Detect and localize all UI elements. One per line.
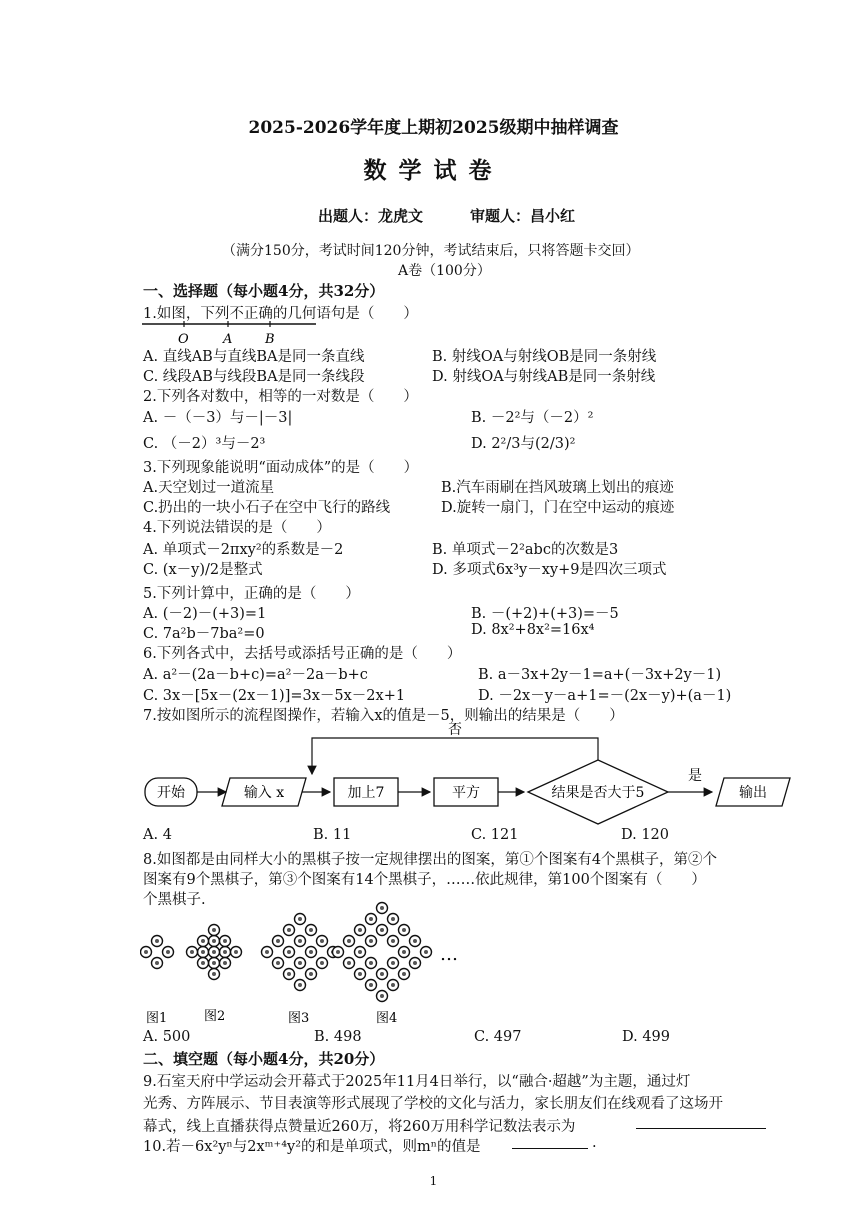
q1-ray-figure — [140, 318, 320, 348]
point-o-label: O — [178, 332, 189, 347]
q3-option-c: C.扔出的一块小石子在空中飞行的路线 — [143, 500, 391, 516]
chess-stone-dot — [190, 950, 194, 954]
q4-option-c: C. (x－y)/2是整式 — [143, 562, 263, 578]
q3-stem: 3.下列现象能说明“面动成体”的是（ ） — [143, 460, 419, 476]
chess-stone-dot — [391, 939, 395, 943]
chess-stone-dot — [391, 917, 395, 921]
chess-stone-dot — [380, 906, 384, 910]
chess-stone-dot — [276, 961, 280, 965]
chess-stone-dot — [212, 928, 216, 932]
q8-stem-line2: 图案有9个黑棋子，第③个图案有14个黑棋子，……依此规律，第100个图案有（ ） — [143, 872, 706, 888]
q2-option-a: A. －（－3）与－|－3| — [143, 410, 293, 426]
chess-stone-dot — [201, 950, 205, 954]
chess-stone-dot — [380, 928, 384, 932]
flow-input: 输入 x — [243, 785, 285, 801]
chess-stone-dot — [287, 972, 291, 976]
chess-stone-dot — [298, 961, 302, 965]
chess-stone-dot — [402, 928, 406, 932]
chess-stone-dot — [424, 950, 428, 954]
q9-answer-blank[interactable] — [636, 1114, 766, 1129]
chess-stone-dot — [369, 983, 373, 987]
chess-stone-dot — [358, 972, 362, 976]
subject-title: 数学试卷 — [363, 157, 504, 184]
point-b-label: B — [265, 332, 275, 347]
q6-option-c: C. 3x－[5x－(2x－1)]=3x－5x－2x+1 — [143, 688, 406, 704]
chess-stone-dot — [391, 961, 395, 965]
q2-option-b: B. －2²与（－2）² — [471, 410, 594, 426]
q9-line1: 9.石室天府中学运动会开幕式于2025年11月4日举行，以“融合·超越”为主题，通过灯 — [143, 1074, 691, 1090]
chess-stone-dot — [287, 950, 291, 954]
chess-stone-dot — [369, 939, 373, 943]
q7-option-c: C. 121 — [471, 827, 519, 843]
flow-yes-label: 是 — [688, 768, 702, 784]
q8-option-d: D. 499 — [622, 1029, 671, 1045]
chess-stone-dot — [155, 961, 159, 965]
q1-stem: 1.如图，下列不正确的几何语句是（ ） — [143, 306, 418, 322]
chess-stone-dot — [298, 917, 302, 921]
fig4-label: 图4 — [376, 1011, 398, 1026]
chess-stone-dot — [369, 917, 373, 921]
q3-option-d: D.旋转一扇门，门在空中运动的痕迹 — [441, 500, 675, 516]
chess-stone-dot — [309, 950, 313, 954]
volume-label: A卷（100分） — [398, 263, 491, 279]
q2-option-c: C. （－2）³与－2³ — [143, 436, 266, 452]
q10-period: . — [592, 1135, 597, 1151]
q3-option-a: A.天空划过一道流星 — [143, 480, 275, 496]
chess-stone-dot — [166, 950, 170, 954]
q5-stem: 5.下列计算中，正确的是（ ） — [143, 586, 360, 602]
chess-stone-dot — [144, 950, 148, 954]
q5-option-b: B. －(+2)+(+3)=－5 — [471, 606, 619, 622]
chess-stone-dot — [287, 928, 291, 932]
q1-option-a: A. 直线AB与直线BA是同一条直线 — [143, 349, 365, 365]
chess-stone-dot — [309, 972, 313, 976]
fig2-label: 图2 — [204, 1009, 226, 1024]
chess-stone-dot — [358, 928, 362, 932]
chess-stone-dot — [320, 961, 324, 965]
author: 出题人：龙虎文 — [318, 207, 424, 225]
q2-stem: 2.下列各对数中，相等的一对数是（ ） — [143, 389, 418, 405]
chess-stone-dot — [391, 983, 395, 987]
chess-stone-dot — [413, 939, 417, 943]
q1-option-d: D. 射线OA与射线AB是同一条射线 — [432, 369, 656, 385]
chess-stone-dot — [336, 950, 340, 954]
fig3-label: 图3 — [288, 1011, 310, 1026]
q7-stem: 7.按如图所示的流程图操作，若输入x的值是－5，则输出的结果是（ ） — [143, 708, 624, 724]
chess-stone-dot — [402, 972, 406, 976]
chess-stone-dot — [276, 939, 280, 943]
chess-stone-dot — [369, 961, 373, 965]
q5-option-d: D. 8x²+8x²=16x⁴ — [471, 622, 595, 638]
q6-option-a: A. a²－(2a－b+c)=a²－2a－b+c — [143, 667, 368, 683]
chess-stone-dot — [212, 972, 216, 976]
chess-stone-dot — [413, 961, 417, 965]
q5-option-a: A. (－2)－(+3)=1 — [143, 606, 267, 622]
q8-stem-line1: 8.如图都是由同样大小的黑棋子按一定规律摆出的图案，第①个图案有4个黑棋子，第②个 — [143, 852, 718, 868]
chess-stone-dot — [347, 961, 351, 965]
q2-option-d: D. 2²/3与(2/3)² — [471, 436, 576, 452]
q9-line3: 幕式，线上直播获得点赞量近260万，将260万用科学记数法表示为 — [143, 1119, 576, 1135]
chess-stone-dot — [212, 939, 216, 943]
section-2-title: 二、填空题（每小题4分，共20分） — [143, 1050, 385, 1068]
reviewer: 审题人：昌小红 — [470, 207, 576, 225]
chess-stone-dot — [212, 950, 216, 954]
q10-answer-blank[interactable] — [512, 1134, 588, 1149]
chess-stone-dot — [402, 950, 406, 954]
chess-stone-dot — [265, 950, 269, 954]
q7-option-a: A. 4 — [143, 827, 172, 843]
section-1-title: 一、选择题（每小题4分，共32分） — [143, 282, 385, 300]
q1-option-c: C. 线段AB与线段BA是同一条线段 — [143, 369, 365, 385]
q10-text: 10.若－6x²yⁿ与2xᵐ⁺⁴y²的和是单项式，则mⁿ的值是 — [143, 1139, 481, 1155]
flow-no-label: 否 — [448, 722, 462, 738]
q5-option-c: C. 7a²b－7ba²=0 — [143, 626, 265, 642]
point-a-label: A — [223, 332, 233, 347]
q3-option-b: B.汽车雨刷在挡风玻璃上划出的痕迹 — [441, 480, 674, 496]
q7-flowchart — [130, 718, 800, 830]
chess-stone-dot — [201, 939, 205, 943]
chess-stone-dot — [347, 939, 351, 943]
chess-stone-dot — [298, 983, 302, 987]
flow-add-seven: 加上7 — [347, 785, 385, 801]
q7-option-b: B. 11 — [313, 827, 352, 843]
q4-option-d: D. 多项式6x³y－xy+9是四次三项式 — [432, 562, 667, 578]
instructions: （满分150分，考试时间120分钟，考试结束后，只将答题卡交回） — [222, 243, 640, 259]
q4-stem: 4.下列说法错误的是（ ） — [143, 520, 331, 536]
q6-option-d: D. －2x－y－a+1=－(2x－y)+(a－1) — [478, 688, 732, 704]
chess-stone-dot — [212, 961, 216, 965]
q6-stem: 6.下列各式中，去括号或添括号正确的是（ ） — [143, 646, 462, 662]
q9-line2: 光秀、方阵展示、节目表演等形式展现了学校的文化与活力，家长朋友们在线观看了这场开 — [143, 1096, 723, 1112]
q4-option-a: A. 单项式－2πxy²的系数是－2 — [143, 542, 344, 558]
chess-stone-dot — [320, 939, 324, 943]
q7-option-d: D. 120 — [621, 827, 670, 843]
chess-stone-dot — [309, 928, 313, 932]
chess-stone-dot — [223, 939, 227, 943]
flow-decision: 结果是否大于5 — [551, 785, 645, 801]
chess-stone-dot — [380, 994, 384, 998]
chess-stone-dot — [223, 961, 227, 965]
q8-option-b: B. 498 — [314, 1029, 362, 1045]
q1-option-b: B. 射线OA与射线OB是同一条射线 — [432, 349, 657, 365]
flow-square: 平方 — [452, 785, 480, 801]
chess-stone-dot — [234, 950, 238, 954]
chess-stone-dot — [298, 939, 302, 943]
q8-option-a: A. 500 — [143, 1029, 191, 1045]
chess-stone-dot — [201, 961, 205, 965]
q8-stem-line3: 个黑棋子. — [143, 892, 206, 908]
q4-option-b: B. 单项式－2²abc的次数是3 — [432, 542, 619, 558]
fig1-label: 图1 — [146, 1011, 168, 1026]
pattern-ellipsis: … — [440, 944, 458, 965]
chess-stone-dot — [223, 950, 227, 954]
chess-stone-dot — [380, 972, 384, 976]
chess-stone-dot — [358, 950, 362, 954]
page-number: 1 — [429, 1174, 438, 1188]
q8-option-c: C. 497 — [474, 1029, 522, 1045]
chess-stones — [141, 903, 432, 1002]
flow-output: 输出 — [739, 785, 767, 801]
q6-option-b: B. a－3x+2y－1=a+(－3x+2y－1) — [478, 667, 722, 683]
exam-title: 2025-2026学年度上期初2025级期中抽样调查 — [248, 118, 619, 138]
flow-start: 开始 — [157, 785, 185, 801]
chess-stone-dot — [155, 939, 159, 943]
q8-pattern-figure — [140, 900, 480, 1026]
